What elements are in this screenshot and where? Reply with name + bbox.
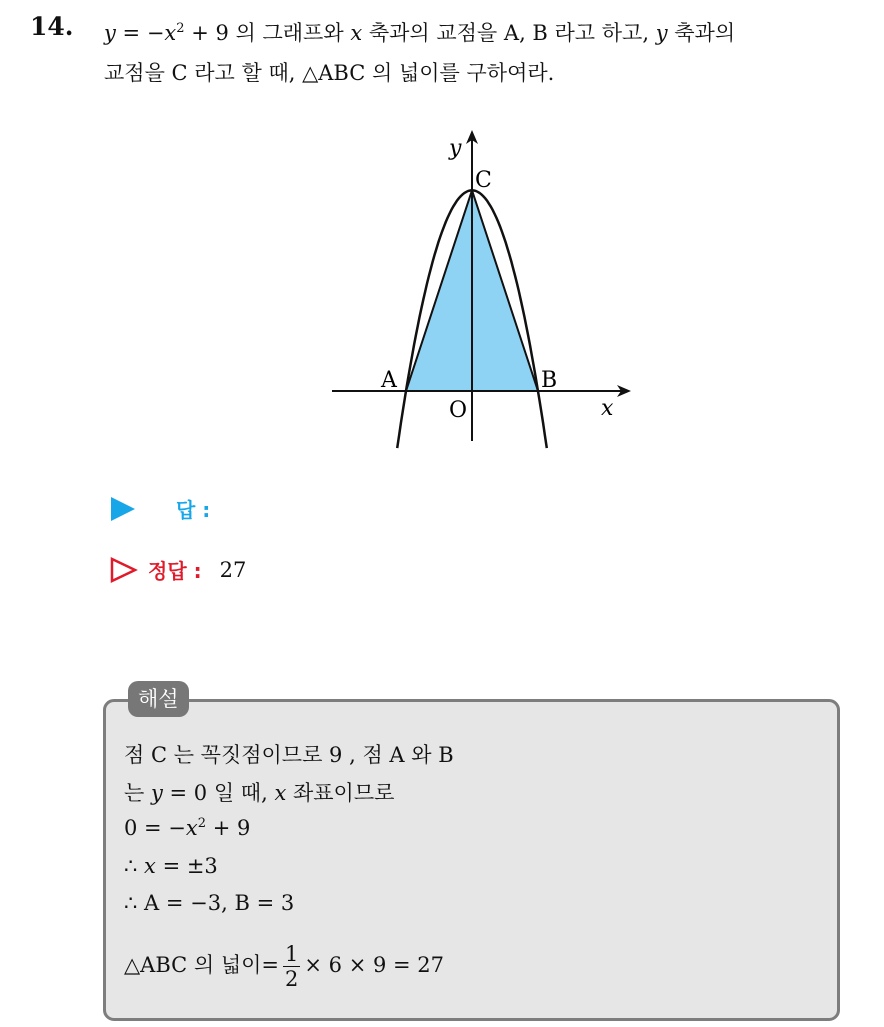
explanation-line-6: △ABC 의 넓이= $\frac{1}{2}$ × 6 × 9 = 27	[124, 942, 444, 991]
fraction-one-half: $\frac{1}{2}$	[285, 942, 299, 991]
question-number: 14.	[30, 12, 74, 41]
y-axis-label: y	[449, 136, 462, 161]
point-b-label: B	[541, 368, 558, 393]
answer-label: 답 :	[176, 498, 211, 522]
correct-answer-label: 정답 :	[148, 559, 202, 583]
point-c-label: C	[475, 168, 492, 193]
correct-answer-row	[110, 555, 246, 584]
x-axis-label: x	[601, 396, 614, 421]
explanation-tag: 해설	[128, 681, 189, 717]
point-a-label: A	[381, 368, 397, 393]
correct-answer-value: 27	[219, 557, 247, 582]
explanation-line-5: ∴ A = −3, B = 3	[124, 891, 295, 915]
parabola-graph	[325, 125, 645, 455]
answer-row	[110, 494, 210, 523]
play-triangle-icon	[110, 496, 138, 522]
explanation-line-3: $0 = -x^2 + 9$	[124, 816, 251, 840]
explanation-line-1: 점 C 는 꼭짓점이므로 9 , 점 A 와 B	[124, 743, 454, 767]
origin-label: O	[449, 398, 468, 423]
explanation-line-2: 는 y = 0 일 때, x 좌표이므로	[124, 781, 395, 805]
question-text-line-2: 교점을 C 라고 할 때, △ABC 의 넓이를 구하여라.	[104, 61, 555, 85]
question-text-line-1: $y = -x^2 + 9$ 의 그래프와 x 축과의 교점을 A, B 라고 하고, y 축과의	[104, 21, 736, 45]
explanation-line-4: ∴ x = ±3	[124, 854, 218, 878]
outline-triangle-icon	[110, 557, 138, 583]
